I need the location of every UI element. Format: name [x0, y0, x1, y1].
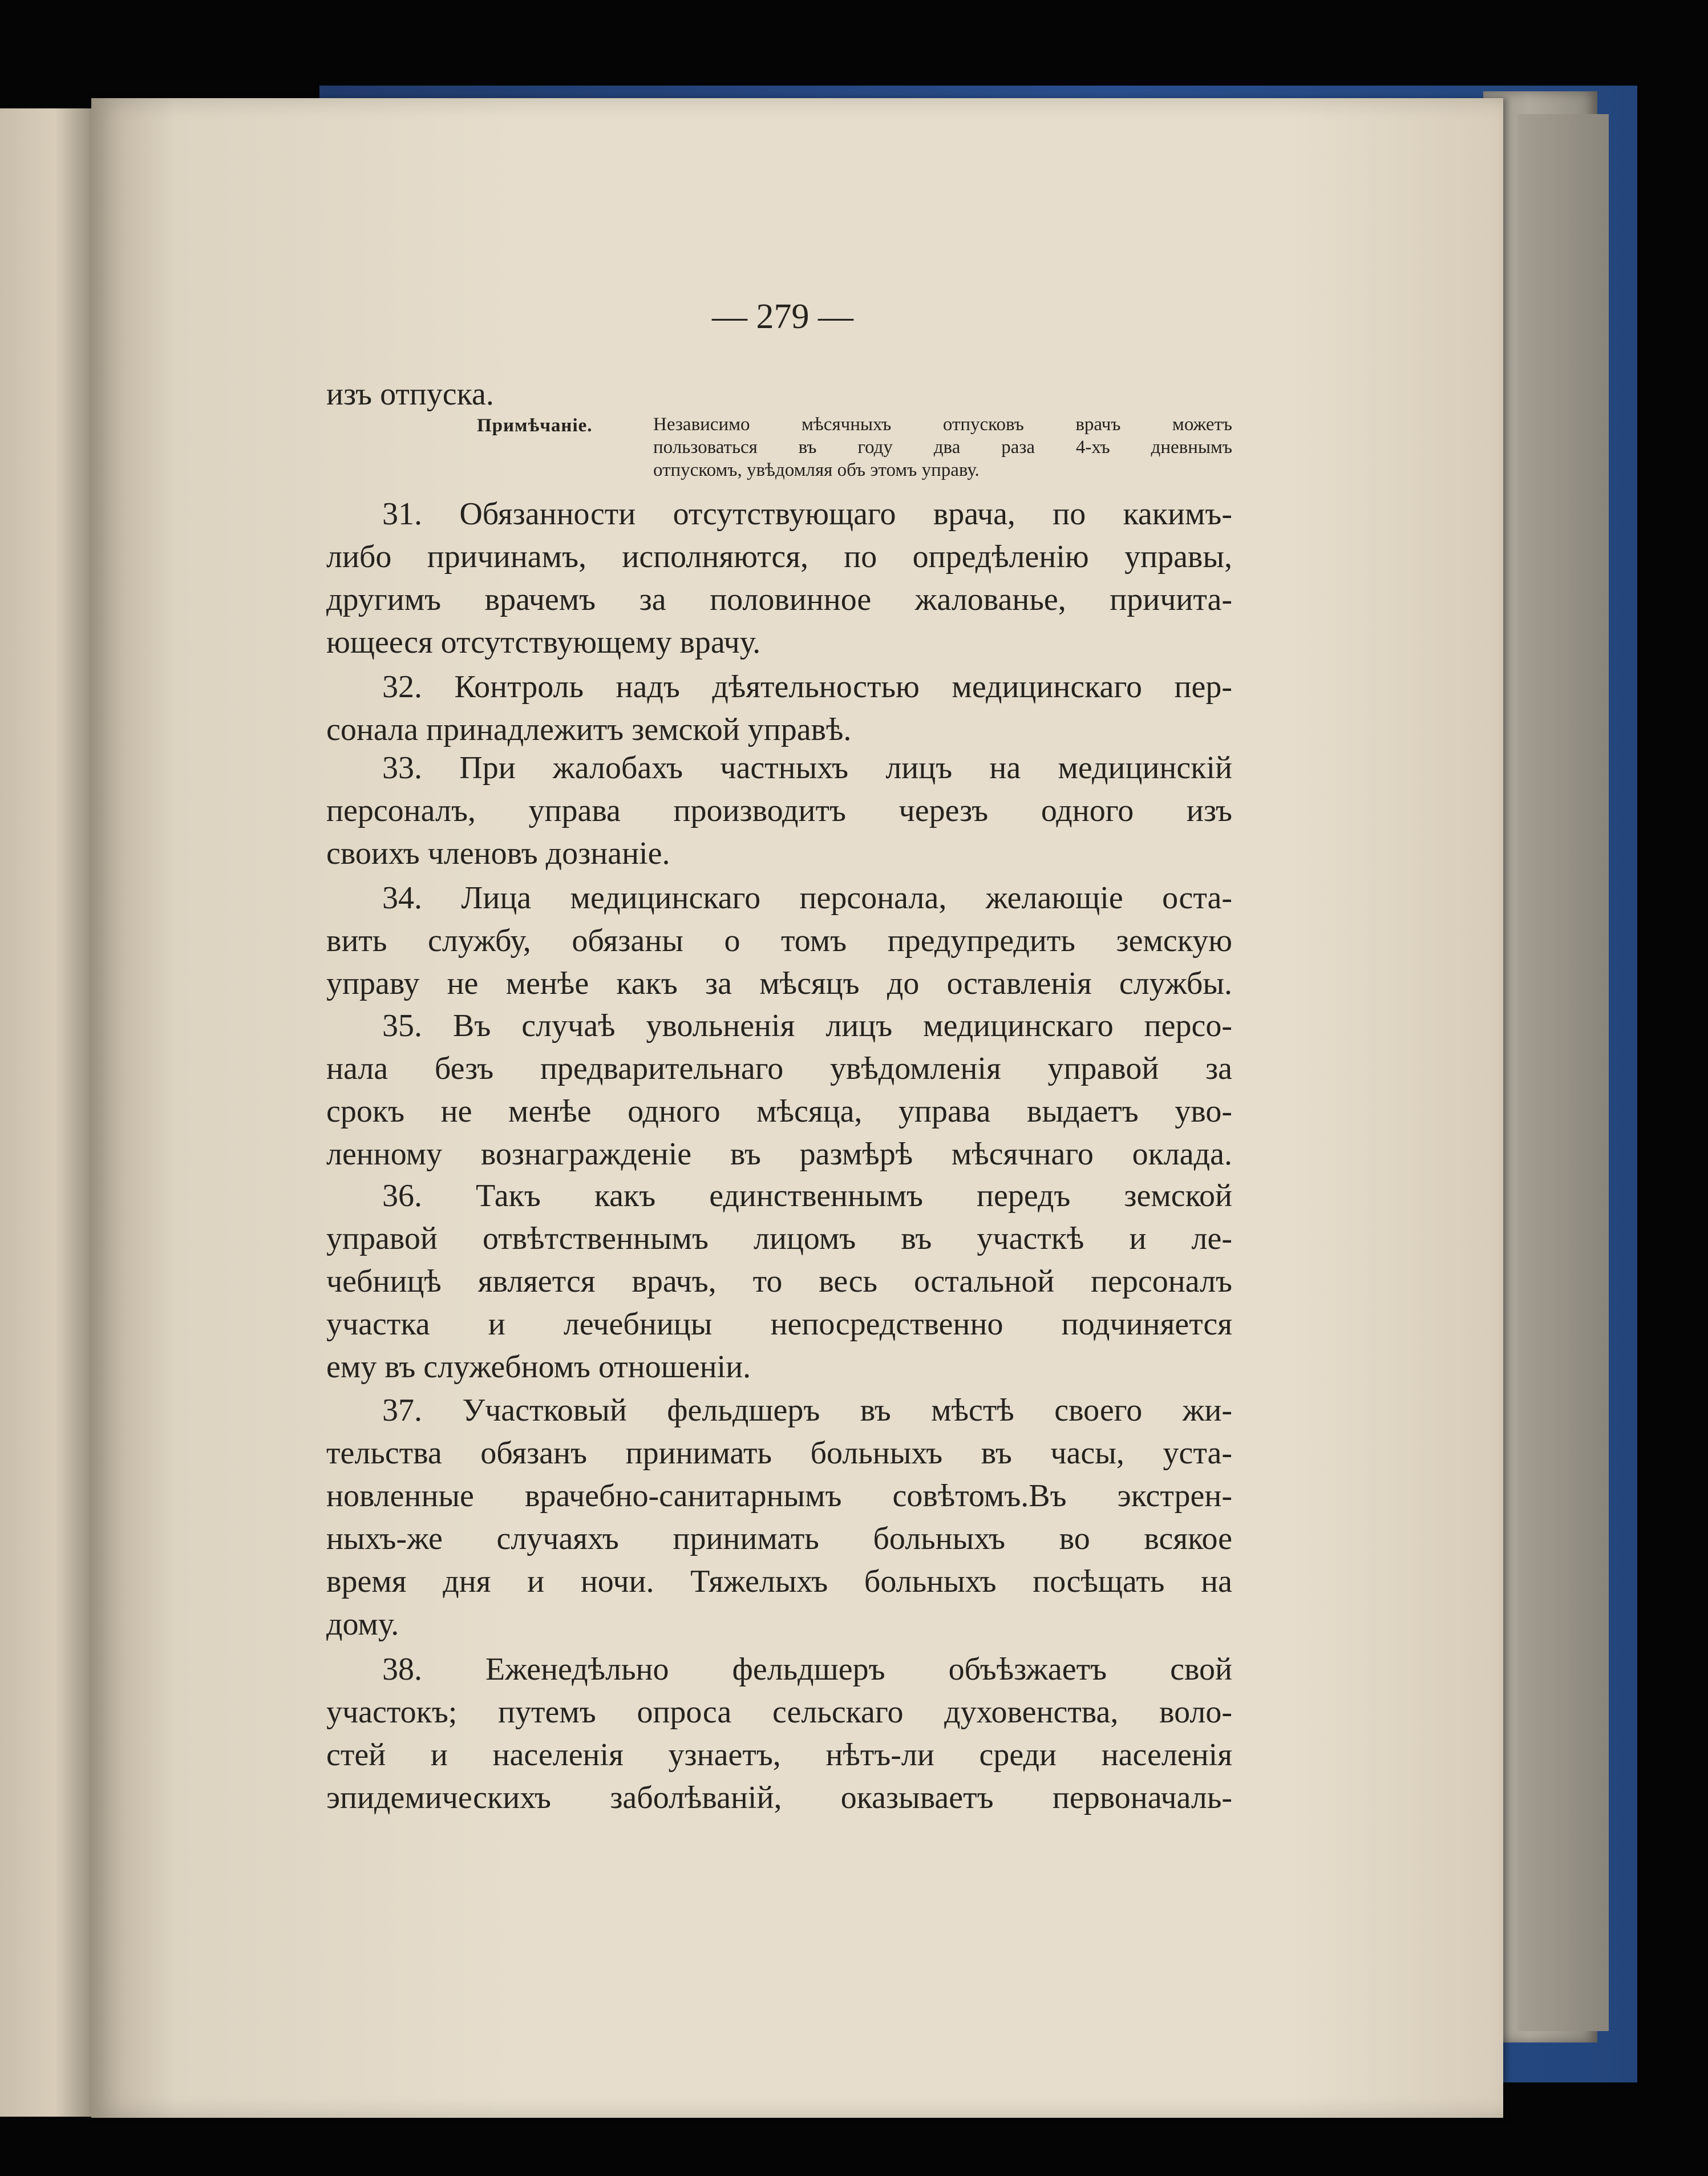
left-page-edge	[0, 108, 100, 2117]
text-line: участка и лечебницы непосредственно подчиняется	[326, 1307, 1232, 1342]
text-line: участокъ; путемъ опроса сельскаго духовенства, воло-	[326, 1694, 1232, 1730]
text-line: своихъ членовъ дознаніе.	[326, 836, 670, 871]
page-number: — 279 —	[712, 297, 853, 336]
text-line: 37. Участковый фельдшеръ въ мѣстѣ своего жи-	[382, 1393, 1232, 1428]
text-line: тельства обязанъ принимать больныхъ въ часы, уста-	[326, 1435, 1232, 1471]
text-line: 35. Въ случаѣ увольненія лицъ медицинскаго персо-	[382, 1008, 1232, 1043]
text-line: новленные врачебно-санитарнымъ совѣтомъ.Въ экстрен-	[326, 1478, 1232, 1514]
text-line: персоналъ, управа производитъ черезъ одного изъ	[326, 793, 1232, 828]
note-line: отпускомъ, увѣдомляя объ этомъ управу.	[653, 460, 980, 480]
text-line: стей и населенія узнаетъ, нѣтъ-ли среди населенія	[326, 1737, 1232, 1773]
text-line: другимъ врачемъ за половинное жалованье, причита-	[326, 582, 1232, 617]
text-line: эпидемическихъ заболѣваній, оказываетъ первоначаль-	[326, 1780, 1232, 1815]
text-line: 38. Еженедѣльно фельдшеръ объѣзжаетъ свой	[382, 1652, 1232, 1687]
text-line: дому.	[326, 1607, 399, 1642]
text-line: время дня и ночи. Тяжелыхъ больныхъ посѣщать на	[326, 1564, 1232, 1599]
note-line: Независимо мѣсячныхъ отпусковъ врачъ можетъ	[653, 414, 1232, 435]
text-line: ему въ служебномъ отношеніи.	[326, 1349, 751, 1385]
text-line: сонала принадлежитъ земской управѣ.	[326, 712, 852, 747]
text-line: 34. Лица медицинскаго персонала, желающіе оста-	[382, 880, 1232, 916]
text-line: 31. Обязанности отсутствующаго врача, по какимъ-	[382, 496, 1232, 532]
text-line: нала безъ предварительнаго увѣдомленія управой за	[326, 1051, 1232, 1086]
text-line: 32. Контроль надъ дѣятельностью медицинскаго пер-	[382, 669, 1232, 705]
text-line: либо причинамъ, исполняются, по опредѣленію управы,	[326, 539, 1232, 575]
note-line: пользоваться въ году два раза 4-хъ дневнымъ	[653, 437, 1232, 458]
text-line: 33. При жалобахъ частныхъ лицъ на медицинскій	[382, 750, 1232, 786]
text-line: ющееся отсутствующему врачу.	[326, 625, 761, 660]
page-edges-inner	[1517, 114, 1609, 2031]
text-line: изъ отпуска.	[326, 377, 494, 412]
text-line: управой отвѣтственнымъ лицомъ въ участкѣ и ле-	[326, 1221, 1232, 1256]
text-line: ленному вознагражденіе въ размѣрѣ мѣсячнаго оклада.	[326, 1136, 1232, 1172]
text-line: вить службу, обязаны о томъ предупредить земскую	[326, 923, 1232, 958]
text-line: чебницѣ является врачъ, то весь остальной персоналъ	[326, 1264, 1232, 1299]
text-line: ныхъ-же случаяхъ принимать больныхъ во всякое	[326, 1521, 1232, 1556]
note-label: Примѣчаніе.	[477, 415, 593, 436]
text-line: управу не менѣе какъ за мѣсяцъ до оставленія службы.	[326, 966, 1232, 1001]
text-line: 36. Такъ какъ единственнымъ передъ земской	[382, 1178, 1232, 1214]
text-line: срокъ не менѣе одного мѣсяца, управа выдаетъ уво-	[326, 1094, 1232, 1129]
